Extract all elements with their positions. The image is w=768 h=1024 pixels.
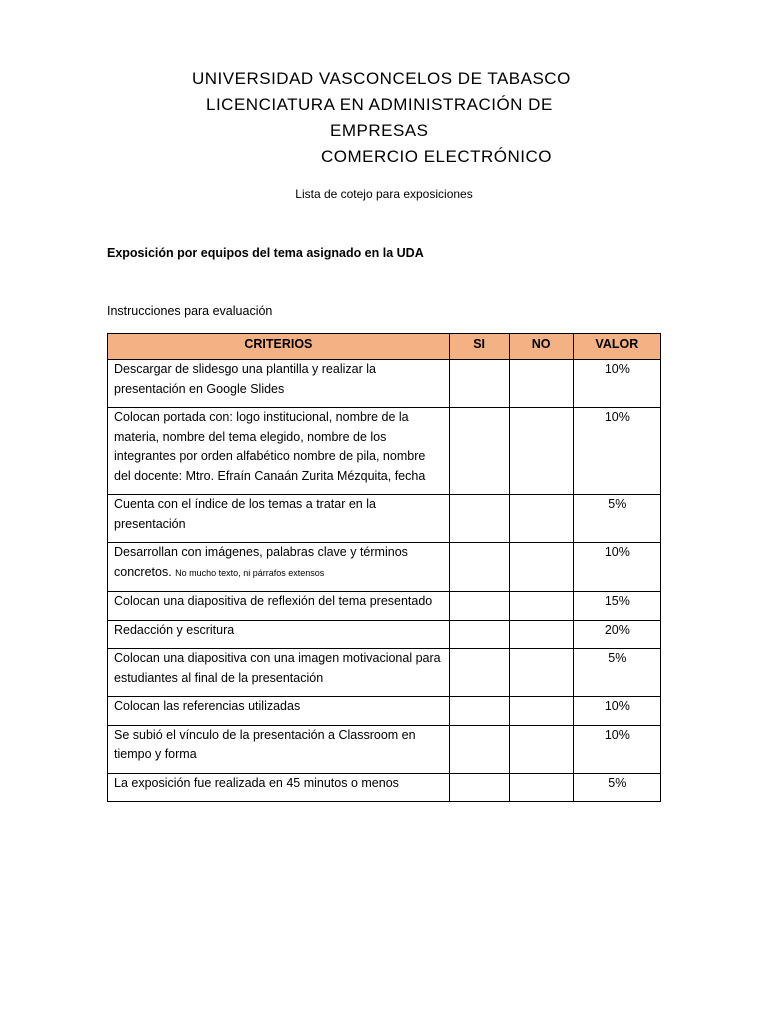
table-row bbox=[108, 620, 661, 649]
header-valor: VALOR bbox=[573, 334, 660, 360]
value-cell: 5% bbox=[573, 649, 660, 697]
criterion-text: Colocan las referencias utilizadas bbox=[114, 699, 301, 713]
table-row bbox=[108, 725, 661, 773]
document-subtitle: Lista de cotejo para exposiciones bbox=[295, 187, 473, 201]
criterion-text: Cuenta con el índice de los temas a tratar en la presentación bbox=[114, 497, 376, 531]
table-header-row bbox=[108, 334, 661, 360]
si-checkbox-cell[interactable] bbox=[449, 592, 509, 621]
criterion-text: Se subió el vínculo de la presentación a Classroom en tiempo y forma bbox=[114, 727, 416, 761]
no-checkbox-cell[interactable] bbox=[509, 620, 573, 649]
si-checkbox-cell[interactable] bbox=[449, 620, 509, 649]
criterion-cell bbox=[108, 408, 450, 495]
no-checkbox-cell[interactable] bbox=[509, 408, 573, 495]
program-name: LICENCIATURA EN ADMINISTRACIÓN DE bbox=[206, 95, 553, 114]
si-checkbox-cell[interactable] bbox=[449, 360, 509, 408]
criterion-cell bbox=[108, 697, 450, 726]
instructions-label: Instrucciones para evaluación bbox=[107, 304, 273, 318]
course-name: COMERCIO ELECTRÓNICO bbox=[321, 147, 553, 166]
table-row bbox=[108, 773, 661, 802]
no-checkbox-cell[interactable] bbox=[509, 495, 573, 543]
table-row bbox=[108, 495, 661, 543]
criterion-text: Colocan una diapositiva de reflexión del tema presentado bbox=[114, 594, 433, 608]
criterion-cell bbox=[108, 543, 450, 592]
si-checkbox-cell[interactable] bbox=[449, 408, 509, 495]
value-cell: 10% bbox=[573, 360, 660, 408]
no-checkbox-cell[interactable] bbox=[509, 697, 573, 726]
criterion-cell bbox=[108, 592, 450, 621]
header-no: NO bbox=[509, 334, 573, 360]
criterion-cell bbox=[108, 620, 450, 649]
section-title: Exposición por equipos del tema asignado en la UDA bbox=[107, 246, 424, 260]
criterion-text: Desarrollan con imágenes, palabras clave y términos concretos. bbox=[114, 545, 408, 579]
criterion-text: La exposición fue realizada en 45 minutos o menos bbox=[114, 775, 399, 790]
value-cell: 10% bbox=[573, 408, 660, 495]
table-row bbox=[108, 592, 661, 621]
table-row bbox=[108, 408, 661, 495]
table-row bbox=[108, 543, 661, 592]
si-checkbox-cell[interactable] bbox=[449, 495, 509, 543]
si-checkbox-cell[interactable] bbox=[449, 773, 509, 802]
header-si: SI bbox=[449, 334, 509, 360]
university-name: UNIVERSIDAD VASCONCELOS DE TABASCO bbox=[192, 69, 571, 88]
value-cell: 15% bbox=[573, 592, 660, 621]
criterion-text: Redacción y escritura bbox=[114, 622, 235, 637]
value-cell: 10% bbox=[573, 725, 660, 773]
table-row bbox=[108, 697, 661, 726]
no-checkbox-cell[interactable] bbox=[509, 773, 573, 802]
checklist-table bbox=[107, 333, 661, 802]
checklist-rows bbox=[108, 360, 661, 802]
si-checkbox-cell[interactable] bbox=[449, 649, 509, 697]
criterion-cell bbox=[108, 360, 450, 408]
criterion-cell bbox=[108, 495, 450, 543]
value-cell: 10% bbox=[573, 543, 660, 592]
value-cell: 5% bbox=[573, 773, 660, 802]
si-checkbox-cell[interactable] bbox=[449, 543, 509, 592]
criterion-text: Colocan una diapositiva con una imagen motivacional para estudiantes al final de la presentación bbox=[114, 651, 441, 685]
criterion-note: No mucho texto, ni párrafos extensos bbox=[175, 567, 325, 578]
table-row bbox=[108, 649, 661, 697]
no-checkbox-cell[interactable] bbox=[509, 360, 573, 408]
si-checkbox-cell[interactable] bbox=[449, 725, 509, 773]
criterion-text: Colocan portada con: logo institucional, nombre de la materia, nombre del tema elegido, nombre de los integrantes por orden alfabético nombre de pila, nombre del docente: Mtro. Efraín Canaán Zurita Mézquita, fecha bbox=[114, 410, 426, 483]
header-criterios: CRITERIOS bbox=[108, 334, 450, 360]
value-cell: 10% bbox=[573, 697, 660, 726]
no-checkbox-cell[interactable] bbox=[509, 649, 573, 697]
criterion-text: Descargar de slidesgo una plantilla y realizar la presentación en Google Slides bbox=[114, 362, 376, 396]
table-row bbox=[108, 360, 661, 408]
value-cell: 20% bbox=[573, 620, 660, 649]
no-checkbox-cell[interactable] bbox=[509, 543, 573, 592]
program-name-continued: EMPRESAS bbox=[330, 121, 429, 140]
criterion-cell bbox=[108, 773, 450, 802]
no-checkbox-cell[interactable] bbox=[509, 592, 573, 621]
no-checkbox-cell[interactable] bbox=[509, 725, 573, 773]
criterion-cell bbox=[108, 725, 450, 773]
si-checkbox-cell[interactable] bbox=[449, 697, 509, 726]
value-cell: 5% bbox=[573, 495, 660, 543]
criterion-cell bbox=[108, 649, 450, 697]
